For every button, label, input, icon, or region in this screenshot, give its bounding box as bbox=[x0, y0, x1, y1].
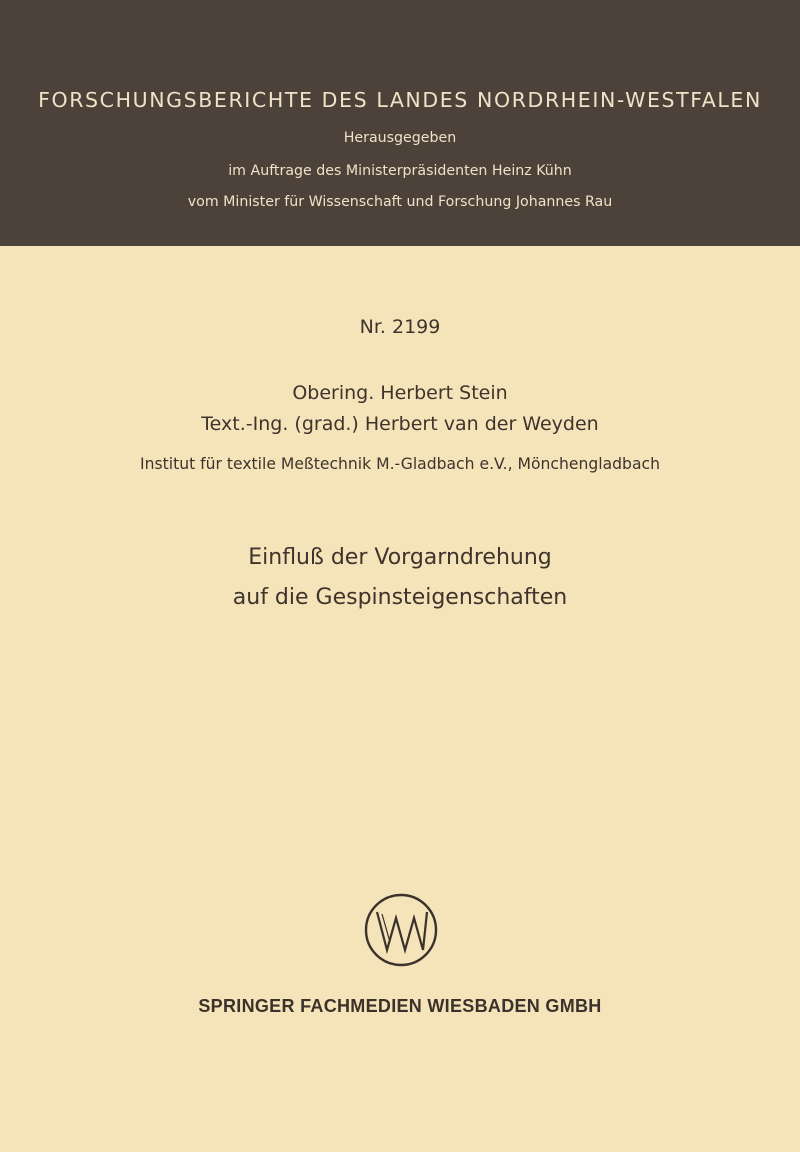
institute-name: Institut für textile Meßtechnik M.-Gladbach e.V., Mönchengladbach bbox=[140, 455, 660, 473]
w-circle-logo-icon bbox=[363, 892, 439, 968]
series-title: FORSCHUNGSBERICHTE DES LANDES NORDRHEIN-WESTFALEN bbox=[38, 88, 762, 112]
book-title-line-2: auf die Gespinsteigenschaften bbox=[232, 585, 568, 610]
editor-line: Herausgegeben bbox=[343, 130, 457, 146]
volume-number: Nr. 2199 bbox=[359, 316, 441, 338]
book-title-line-1: Einfluß der Vorgarndrehung bbox=[248, 545, 552, 570]
author-name: Obering. Herbert Stein bbox=[292, 382, 508, 404]
minister-line: vom Minister für Wissenschaft und Forschung Johannes Rau bbox=[187, 194, 613, 210]
author-name: Text.-Ing. (grad.) Herbert van der Weyden bbox=[201, 413, 599, 435]
publisher-name: SPRINGER FACHMEDIEN WIESBADEN GMBH bbox=[198, 996, 602, 1016]
header-band bbox=[0, 0, 800, 246]
commission-line: im Auftrage des Ministerpräsidenten Heinz Kühn bbox=[228, 163, 572, 179]
